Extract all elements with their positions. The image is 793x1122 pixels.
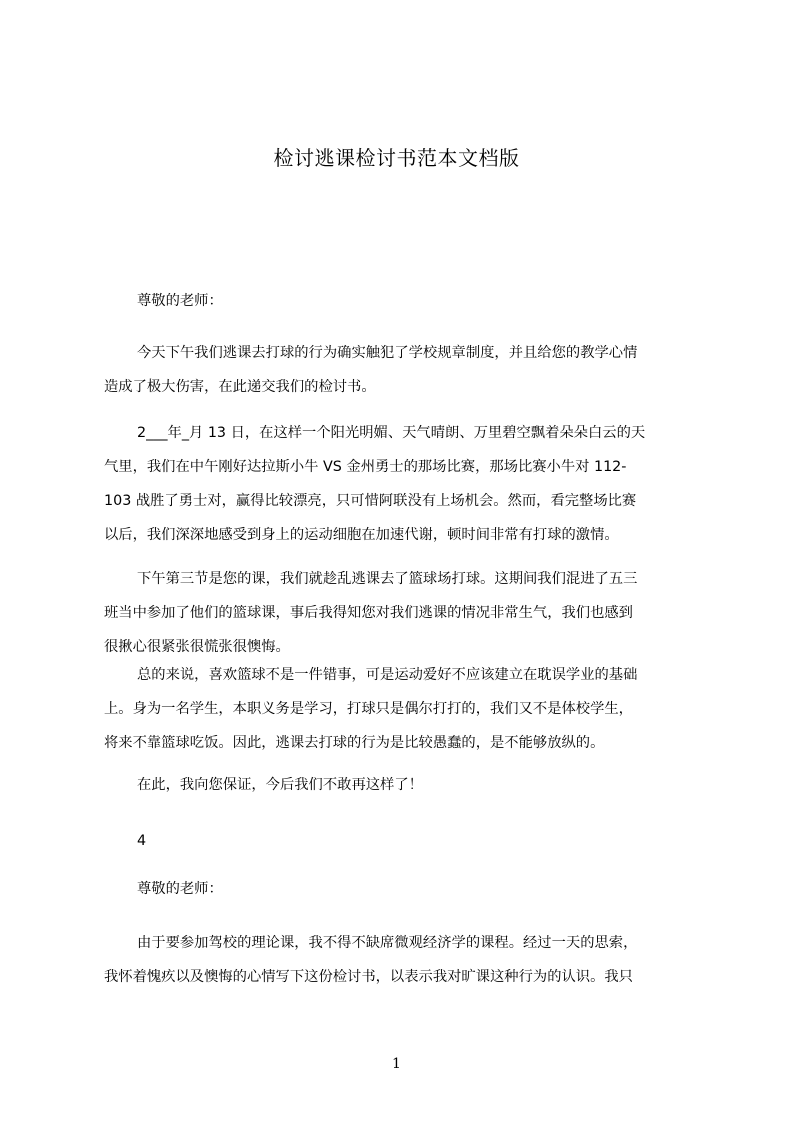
paragraph-3-line: 很揪心很紧张很慌张很懊悔。 (104, 639, 290, 655)
paragraph-2-line: 以后，我们深深地感受到身上的运动细胞在加速代谢，顿时间非常有打球的激情。 (104, 527, 619, 543)
paragraph-1-line: 今天下午我们逃课去打球的行为确实触犯了学校规章制度，并且给您的教学心情 (137, 345, 638, 361)
paragraph-3-line: 班当中参加了他们的篮球课，事后我得知您对我们逃课的情况非常生气，我们也感到 (104, 605, 633, 621)
document-title: 检讨逃课检讨书范本文档版 (273, 146, 520, 170)
paragraph-4-line: 上。身为一名学生，本职义务是学习，打球只是偶尔打打的，我们又不是体校学生， (104, 701, 633, 717)
paragraph-4 (104, 658, 698, 760)
paragraph-2-line: 103 战胜了勇士对，赢得比较漂亮，只可惜阿联没有上场机会。然而，看完整场比赛 (104, 493, 637, 509)
paragraph-3-line: 下午第三节是您的课，我们就趁乱逃课去了篮球场打球。这期间我们混进了五三 (137, 571, 638, 587)
paragraph-3 (104, 562, 698, 664)
paragraph-6-line: 我怀着愧疚以及懊悔的心情写下这份检讨书，以表示我对旷课这种行为的认识。我只 (104, 969, 633, 985)
paragraph-6-line: 由于要参加驾校的理论课，我不得不缺席微观经济学的课程。经过一天的思索， (137, 935, 638, 951)
paragraph-5: 在此，我向您保证，今后我们不敢再这样了！ (137, 777, 423, 793)
paragraph-6 (104, 926, 698, 994)
salutation-1: 尊敬的老师： (137, 293, 223, 309)
paragraph-4-line: 将来不靠篮球吃饭。因此，逃课去打球的行为是比较愚蠢的，是不能够放纵的。 (104, 735, 605, 751)
paragraph-2 (104, 416, 698, 552)
salutation-2: 尊敬的老师： (137, 881, 223, 897)
paragraph-4-line: 总的来说，喜欢篮球不是一件错事，可是运动爱好不应该建立在耽误学业的基础 (137, 667, 638, 683)
paragraph-1-line: 造成了极大伤害，在此递交我们的检讨书。 (104, 379, 376, 395)
section-number: 4 (137, 833, 147, 849)
page-number: 1 (392, 1056, 401, 1072)
paragraph-2-line: 2___年_月 13 日，在这样一个阳光明媚、天气晴朗、万里碧空飘着朵朵白云的天 (137, 425, 646, 441)
paragraph-1 (104, 336, 698, 404)
paragraph-2-line: 气里，我们在中午刚好达拉斯小牛 VS 金州勇士的那场比赛，那场比赛小牛对 112- (104, 459, 627, 475)
